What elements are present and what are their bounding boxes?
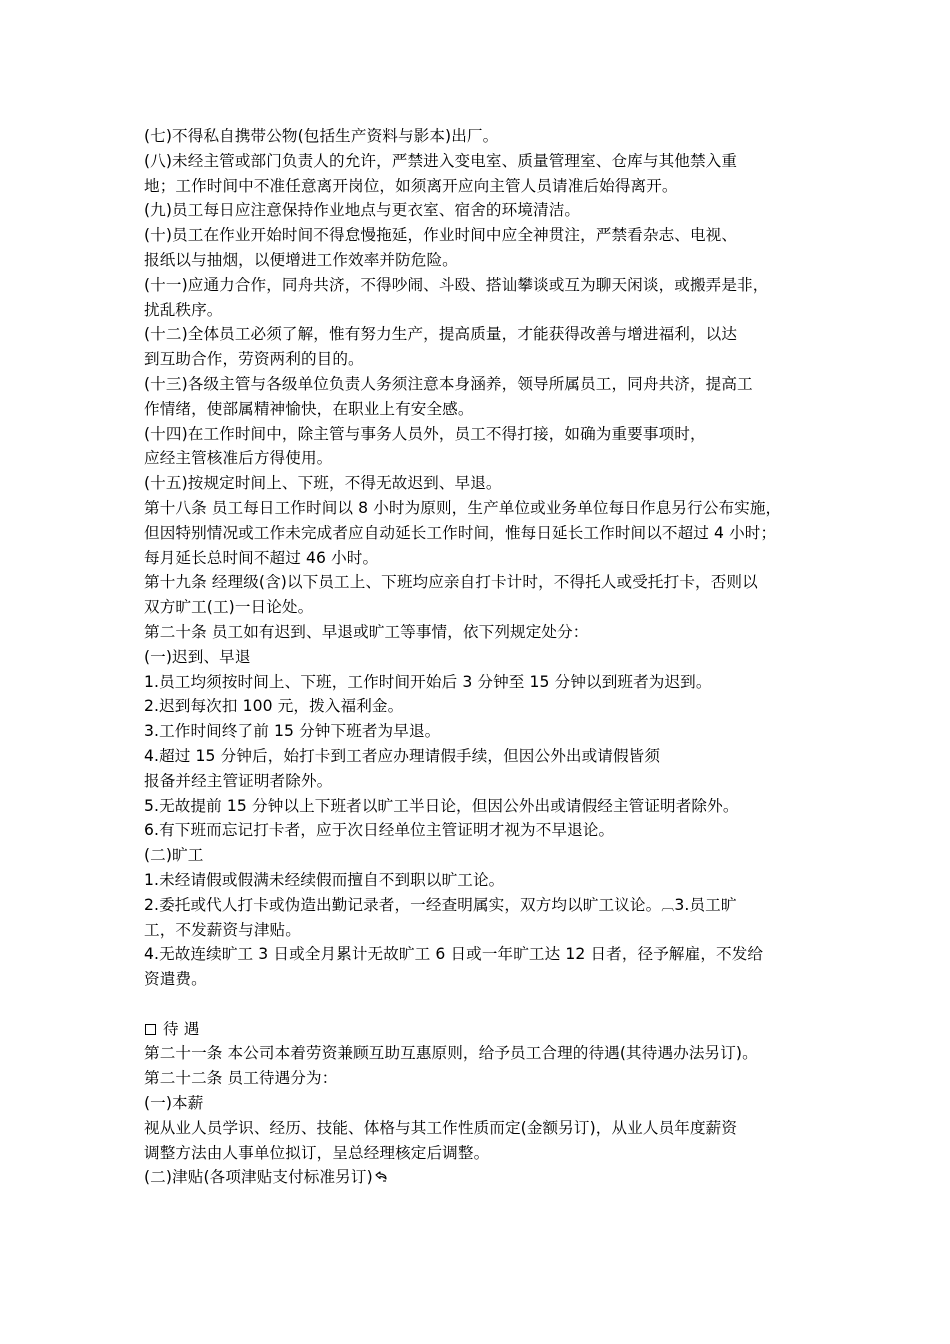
bracket-mark-glyph: ︹ (661, 898, 675, 914)
list-item (144, 893, 824, 918)
text-line: (十一)应通力合作，同舟共济，不得吵闹、斗殴、搭讪攀谈或互为聊天闲谈，或搬弄是非， (144, 275, 769, 294)
text-line: (十)员工在作业开始时间不得怠慢拖延，作业时间中应全神贯注，严禁看杂志、电视、 (144, 226, 738, 245)
subheading-absence: (二)旷工 (144, 846, 204, 865)
text-line: (十四)在工作时间中，除主管与事务人员外，员工不得打接，如确为重要事项时， (144, 424, 706, 443)
text-line: 资遣费。 (144, 970, 207, 989)
text-line: 视从业人员学识、经历、技能、体格与其工作性质而定(金额另订)，从业人员年度薪资 (144, 1118, 738, 1137)
article-22-line: 第二十二条 员工待遇分为： (144, 1069, 338, 1088)
list-item: 4.超过 15 分钟后，始打卡到工者应办理请假手续，但因公外出或请假皆须 (144, 746, 661, 765)
article-19-line: 第十九条 经理级(含)以下员工上、下班均应亲自打卡计时，不得托人或受托打卡，否则以 (144, 573, 758, 592)
text-line: 但因特别情况或工作未完成者应自动延长工作时间，惟每日延长工作时间以不超过 4 小时； (144, 523, 777, 542)
text-line: (十二)全体员工必须了解，惟有努力生产，提高质量，才能获得改善与增进福利，以达 (144, 325, 738, 344)
text-segment: 2.委托或代人打卡或伪造出勤记录者，一经查明属实，双方均以旷工议论。 (144, 895, 662, 914)
article-18-line: 第十八条 员工每日工作时间以 8 小时为原则，生产单位或业务单位每日作息另行公布实施， (144, 498, 782, 517)
text-line: (九)员工每日应注意保持作业地点与更衣室、宿舍的环境清洁。 (144, 201, 581, 220)
text-line: 报纸以与抽烟，以便增进工作效率并防危险。 (144, 250, 458, 269)
text-line: 地；工作时间中不准任意离开岗位，如须离开应向主管人员请准后始得离开。 (144, 176, 678, 195)
subheading-late-early: (一)迟到、早退 (144, 647, 251, 666)
section-heading-text: 待 遇 (163, 1019, 200, 1038)
article-20-line: 第二十条 员工如有迟到、早退或旷工等事情，依下列规定处分： (144, 622, 589, 641)
list-item: 4.无故连续旷工 3 日或全月累计无故旷工 6 日或一年旷工达 12 日者，径予解雇，不发给 (144, 945, 764, 964)
text-line: 报备并经主管证明者除外。 (144, 771, 333, 790)
text-line: (十三)各级主管与各级单位负责人务须注意本身涵养，领导所属员工，同舟共济，提高工 (144, 374, 753, 393)
document-page (144, 124, 824, 1190)
list-item: 2.迟到每次扣 100 元，拨入福利金。 (144, 697, 404, 716)
text-line: 扰乱秩序。 (144, 300, 223, 319)
list-item: 3.工作时间终了前 15 分钟下班者为早退。 (144, 722, 441, 741)
text-line: 应经主管核准后方得使用。 (144, 449, 333, 468)
text-line: (七)不得私自携带公物(包括生产资料与影本)出厂。 (144, 127, 499, 145)
text-line: 工，不发薪资与津贴。 (144, 920, 301, 939)
checkbox-icon (145, 1024, 156, 1035)
list-item: 5.无故提前 15 分钟以上下班者以旷工半日论，但因公外出或请假经主管证明者除外。 (144, 796, 739, 815)
subheading-base-salary: (一)本薪 (144, 1094, 204, 1113)
subheading-allowance (144, 1165, 824, 1190)
list-item: 6.有下班而忘记打卡者，应于次日经单位主管证明才视为不早退论。 (144, 821, 615, 840)
text-line: (八)未经主管或部门负责人的允许，严禁进入变电室、质量管理室、仓库与其他禁入重 (144, 151, 738, 170)
text-line: 每月延长总时间不超过 46 小时。 (144, 548, 379, 567)
text-line: 调整方法由人事单位拟订，呈总经理核定后调整。 (144, 1143, 490, 1162)
text-line: 双方旷工(工)一日论处。 (144, 598, 314, 617)
text-segment: (二)津贴(各项津贴支付标准另订) (144, 1168, 373, 1187)
return-arrow-icon (374, 1171, 388, 1183)
section-heading (144, 1017, 824, 1042)
list-item: 1.员工均须按时间上、下班，工作时间开始后 3 分钟至 15 分钟以到班者为迟到。 (144, 672, 712, 691)
text-line: 到互助合作，劳资两利的目的。 (144, 350, 364, 369)
text-line: (十五)按规定时间上、下班，不得无故迟到、早退。 (144, 474, 502, 493)
text-segment: 3.员工旷 (674, 895, 737, 914)
list-item: 1.未经请假或假满未经续假而擅自不到职以旷工论。 (144, 870, 505, 889)
blank-line (144, 992, 824, 1017)
text-line: 作情绪，使部属精神愉快，在职业上有安全感。 (144, 399, 474, 418)
article-21-line: 第二十一条 本公司本着劳资兼顾互助互惠原则，给予员工合理的待遇(其待遇办法另订)。 (144, 1044, 758, 1063)
